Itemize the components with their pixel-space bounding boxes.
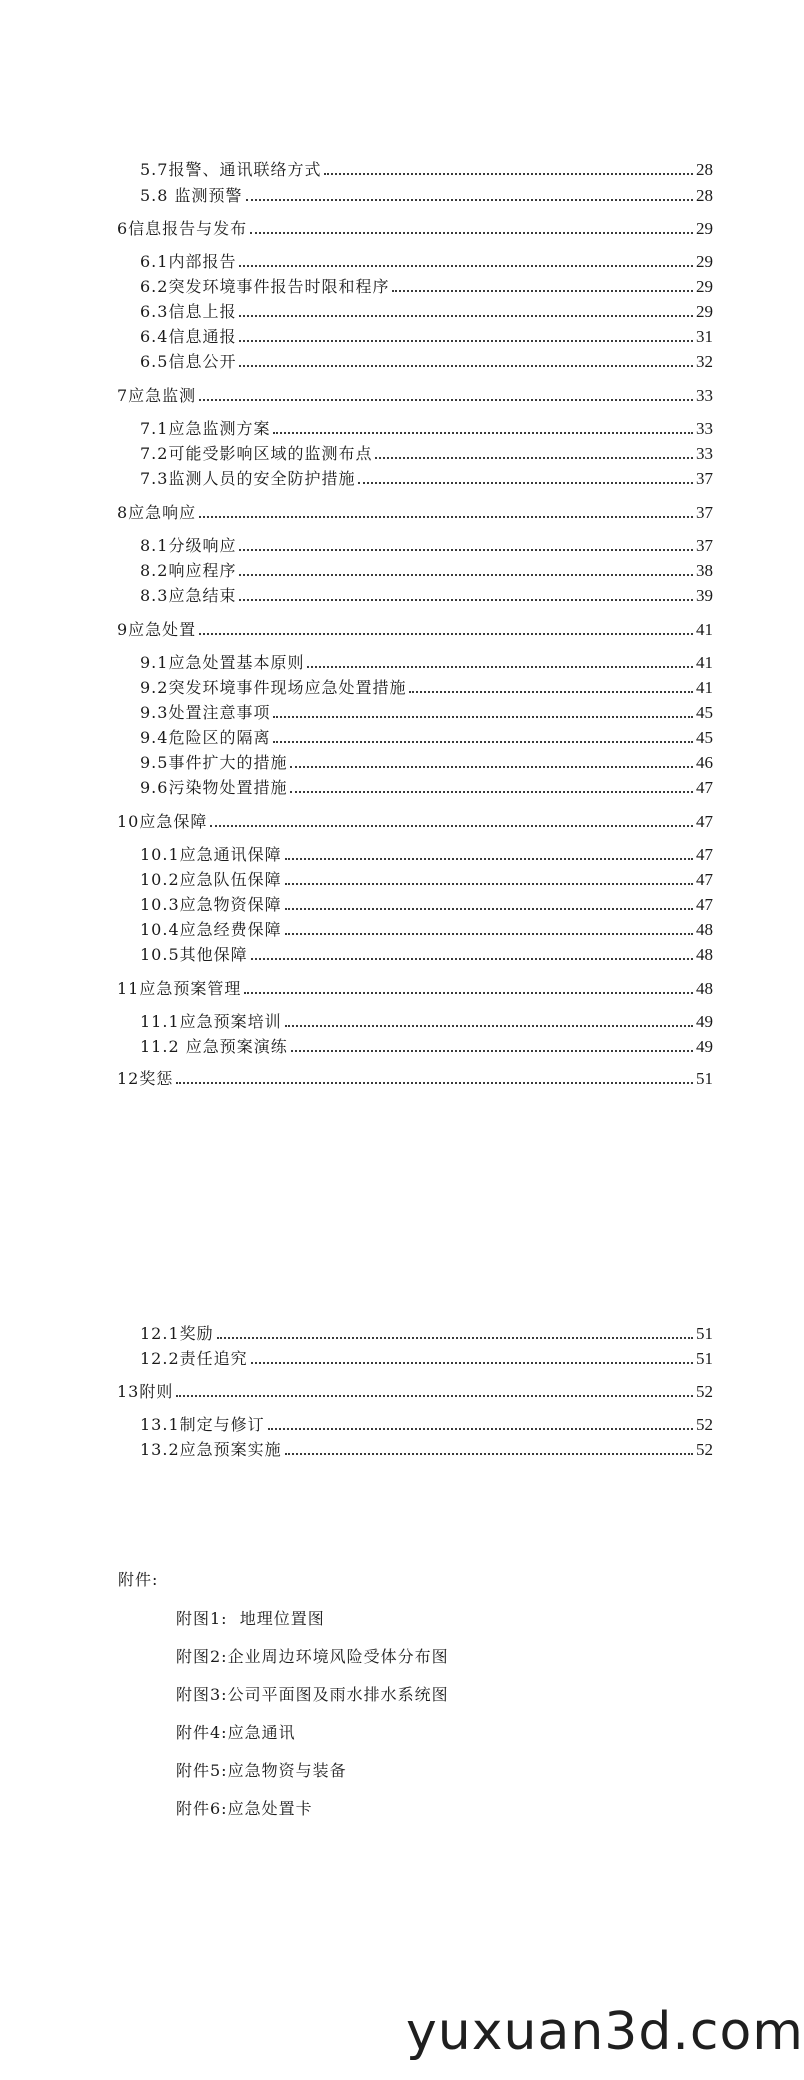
toc-leader [239,365,693,367]
toc-leader [239,265,693,267]
toc-title: 6.5信息公开 [140,352,237,371]
toc-title: 10.5其他保障 [140,945,248,964]
toc-leader [268,1428,693,1430]
toc-entry-10[interactable] [117,808,713,832]
toc-page: 51 [696,1349,713,1368]
toc-title: 7.2可能受影响区域的监测布点 [140,444,373,463]
toc-page: 32 [696,352,713,371]
toc-leader [285,1453,693,1455]
toc-entry-12[interactable] [117,1065,713,1089]
toc-title: 8.3应急结束 [140,586,237,605]
toc-title: 8应急响应 [117,503,197,522]
toc-leader [358,482,693,484]
toc-page: 47 [696,895,713,914]
watermark-text: yuxuan3d.com [406,2002,804,2062]
toc-entry-5-7[interactable] [140,156,713,180]
toc-entry-7-1[interactable] [140,415,713,439]
toc-page: 47 [696,812,713,831]
toc-title: 9.6污染物处置措施 [140,778,288,797]
toc-entry-10-5[interactable] [140,941,713,965]
toc-title: 13.2应急预案实施 [140,1440,282,1459]
toc-title: 6信息报告与发布 [117,219,248,238]
toc-leader [291,1050,693,1052]
toc-entry-13-2[interactable] [140,1436,713,1460]
toc-leader [290,766,693,768]
toc-title: 9.5事件扩大的措施 [140,753,288,772]
toc-title: 7应急监测 [117,386,197,405]
toc-title: 10.4应急经费保障 [140,920,282,939]
toc-title: 9.4危险区的隔离 [140,728,271,747]
toc-leader [307,666,693,668]
toc-leader [217,1337,693,1339]
toc-entry-11-1[interactable] [140,1008,713,1032]
toc-entry-11[interactable] [117,975,713,999]
toc-title: 9.2突发环境事件现场应急处置措施 [140,678,407,697]
toc-page: 29 [696,219,713,238]
toc-page: 47 [696,778,713,797]
toc-page: 41 [696,653,713,672]
toc-entry-10-1[interactable] [140,841,713,865]
toc-page: 48 [696,945,713,964]
toc-page: 45 [696,728,713,747]
toc-leader [199,633,693,635]
toc-leader [409,691,693,693]
toc-leader [239,315,693,317]
toc-page: 41 [696,678,713,697]
toc-leader [239,340,693,342]
toc-page: 31 [696,327,713,346]
toc-entry-6-3[interactable] [140,298,713,322]
toc-entry-6-2[interactable] [140,273,713,297]
toc-entry-10-3[interactable] [140,891,713,915]
toc-leader [199,399,693,401]
toc-entry-10-4[interactable] [140,916,713,940]
toc-title: 13.1制定与修订 [140,1415,265,1434]
toc-leader [210,825,693,827]
toc-leader [285,883,693,885]
toc-page: 47 [696,845,713,864]
toc-title: 6.1内部报告 [140,252,237,271]
toc-leader [239,574,693,576]
toc-entry-9[interactable] [117,616,713,640]
toc-page: 29 [696,252,713,271]
toc-title: 5.8 监测预警 [140,186,243,205]
toc-title: 11.2 应急预案演练 [140,1037,288,1056]
toc-page: 48 [696,979,713,998]
toc-page: 29 [696,277,713,296]
toc-entry-9-1[interactable] [140,649,713,673]
toc-page: 52 [696,1440,713,1459]
toc-title: 9应急处置 [117,620,197,639]
toc-page: 52 [696,1415,713,1434]
toc-title: 9.1应急处置基本原则 [140,653,305,672]
toc-page: 29 [696,302,713,321]
toc-title: 8.2响应程序 [140,561,237,580]
toc-page: 41 [696,620,713,639]
toc-entry-9-5[interactable] [140,749,713,773]
toc-title: 10.1应急通讯保障 [140,845,282,864]
toc-page: 45 [696,703,713,722]
toc-entry-8-1[interactable] [140,532,713,556]
attachments-title: 附件: [118,1570,159,1589]
toc-title: 13附则 [117,1382,174,1401]
toc-entry-12-1[interactable] [140,1320,713,1344]
toc-entry-9-3[interactable] [140,699,713,723]
attachment-item: 附图2:企业周边环境风险受体分布图 [176,1647,449,1666]
toc-title: 7.3监测人员的安全防护措施 [140,469,356,488]
toc-title: 6.2突发环境事件报告时限和程序 [140,277,390,296]
toc-title: 11.1应急预案培训 [140,1012,282,1031]
toc-entry-7-2[interactable] [140,440,713,464]
toc-title: 5.7报警、通讯联络方式 [140,160,322,179]
toc-leader [285,908,693,910]
toc-leader [273,716,693,718]
toc-page: 33 [696,419,713,438]
toc-entry-10-2[interactable] [140,866,713,890]
toc-page: 48 [696,920,713,939]
toc-page: 33 [696,386,713,405]
toc-title: 6.4信息通报 [140,327,237,346]
toc-title: 7.1应急监测方案 [140,419,271,438]
attachment-item: 附件4:应急通讯 [176,1723,296,1742]
toc-page: 49 [696,1012,713,1031]
toc-title: 9.3处置注意事项 [140,703,271,722]
toc-title: 6.3信息上报 [140,302,237,321]
toc-entry-5-8[interactable] [140,182,713,206]
toc-leader [285,1025,693,1027]
toc-leader [285,933,693,935]
toc-entry-8[interactable] [117,499,713,523]
toc-page: 37 [696,503,713,522]
toc-page: 38 [696,561,713,580]
toc-page: 37 [696,536,713,555]
attachment-item: 附件6:应急处置卡 [176,1799,313,1818]
toc-entry-9-2[interactable] [140,674,713,698]
toc-leader [239,599,693,601]
toc-page: 28 [696,186,713,205]
toc-entry-8-3[interactable] [140,582,713,606]
toc-leader [250,232,693,234]
toc-entry-13-1[interactable] [140,1411,713,1435]
toc-leader [273,432,693,434]
toc-leader [324,173,693,175]
toc-title: 8.1分级响应 [140,536,237,555]
toc-page: 37 [696,469,713,488]
toc-page: 47 [696,870,713,889]
toc-leader [239,549,693,551]
toc-leader [251,958,693,960]
toc-title: 10.3应急物资保障 [140,895,282,914]
toc-title: 10应急保障 [117,812,208,831]
toc-entry-6-1[interactable] [140,248,713,272]
toc-page: 51 [696,1324,713,1343]
toc-entry-9-4[interactable] [140,724,713,748]
toc-page: 52 [696,1382,713,1401]
toc-entry-8-2[interactable] [140,557,713,581]
toc-leader [244,992,693,994]
toc-leader [246,199,693,201]
attachment-item: 附图1: 地理位置图 [176,1609,325,1628]
toc-page: 49 [696,1037,713,1056]
toc-page: 51 [696,1069,713,1088]
toc-entry-7-3[interactable] [140,465,713,489]
toc-entry-11-2[interactable] [140,1033,713,1057]
toc-entry-6-5[interactable] [140,348,713,372]
toc-leader [290,791,693,793]
toc-leader [285,858,693,860]
toc-leader [392,290,693,292]
toc-entry-13[interactable] [117,1378,713,1402]
toc-title: 10.2应急队伍保障 [140,870,282,889]
toc-leader [251,1362,693,1364]
toc-title: 12.1奖励 [140,1324,214,1343]
toc-title: 12奖惩 [117,1069,174,1088]
toc-title: 11应急预案管理 [117,979,242,998]
toc-entry-12-2[interactable] [140,1345,713,1369]
toc-leader [375,457,693,459]
toc-leader [176,1082,693,1084]
toc-entry-9-6[interactable] [140,774,713,798]
toc-title: 12.2责任追究 [140,1349,248,1368]
toc-leader [273,741,693,743]
toc-page: 39 [696,586,713,605]
toc-page: 46 [696,753,713,772]
toc-leader [199,516,693,518]
toc-page: 33 [696,444,713,463]
attachment-item: 附件5:应急物资与装备 [176,1761,347,1780]
toc-entry-6[interactable] [117,215,713,239]
toc-entry-6-4[interactable] [140,323,713,347]
toc-entry-7[interactable] [117,382,713,406]
toc-page: 28 [696,160,713,179]
attachment-item: 附图3:公司平面图及雨水排水系统图 [176,1685,449,1704]
toc-leader [176,1395,693,1397]
